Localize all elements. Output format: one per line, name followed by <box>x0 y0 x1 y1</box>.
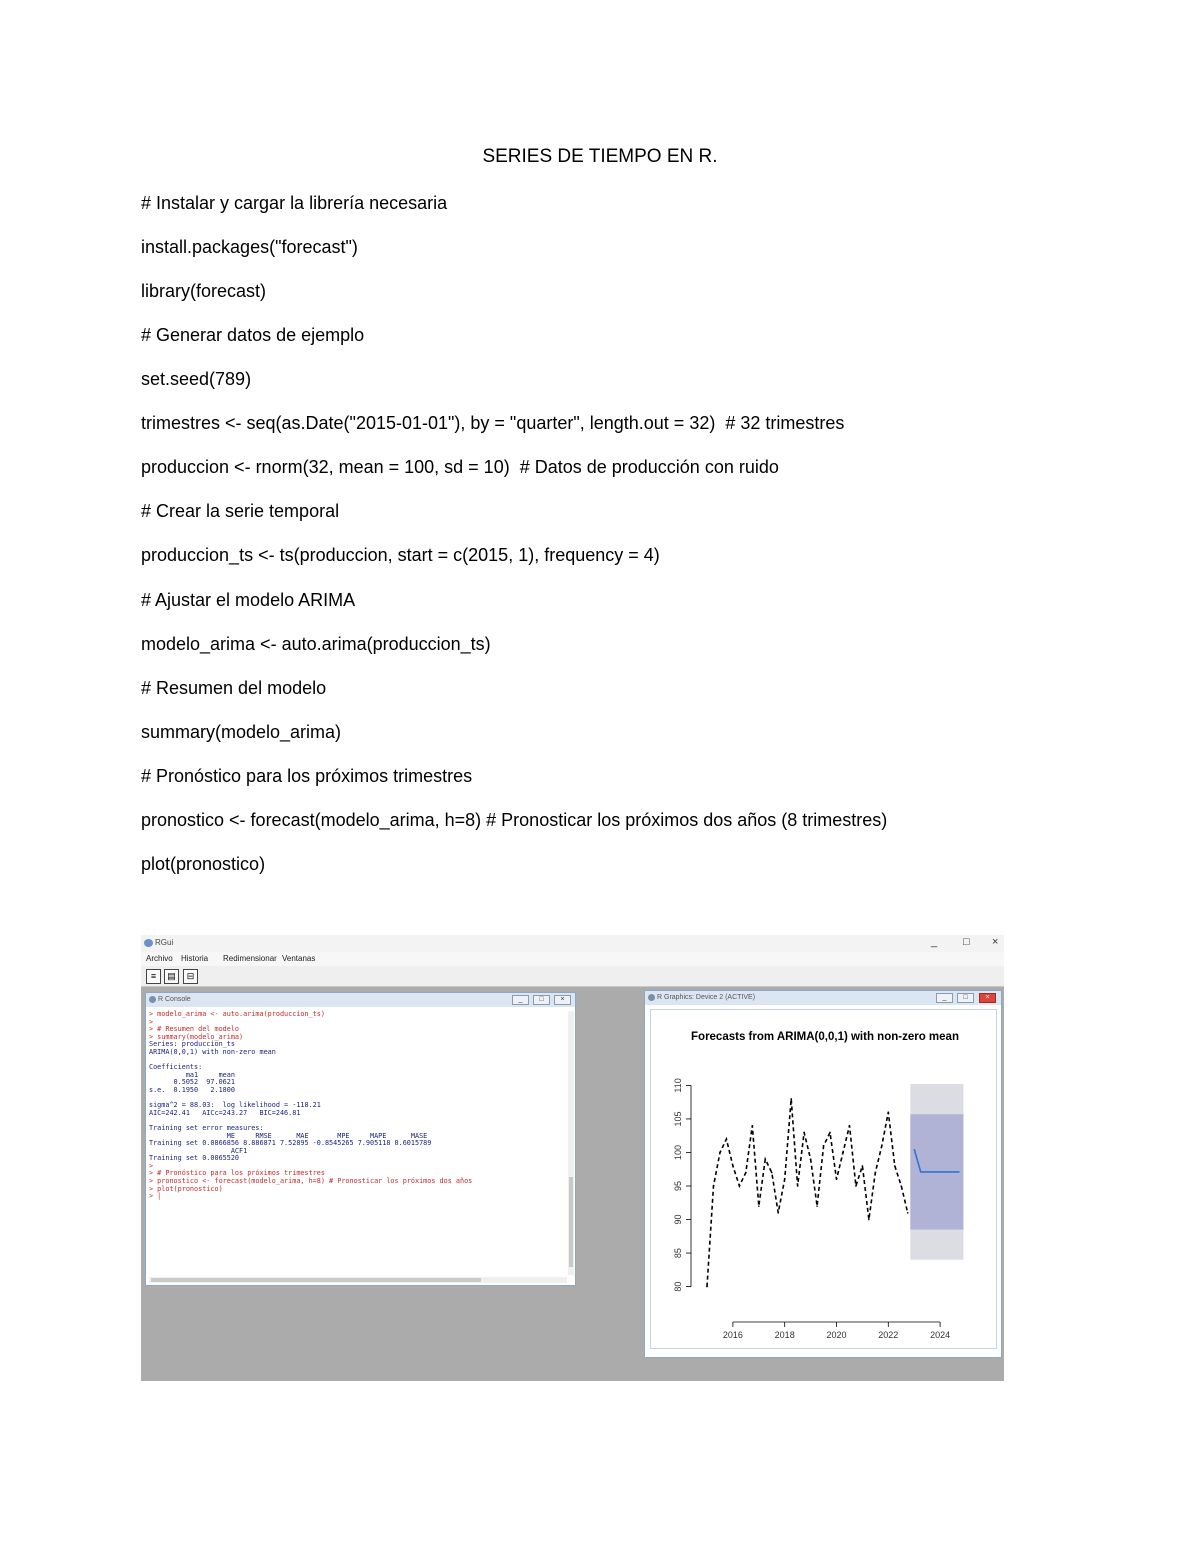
minimize-icon[interactable]: _ <box>931 936 938 948</box>
document-line: summary(modelo_arima) <box>141 722 342 742</box>
console-window[interactable] <box>145 992 576 1286</box>
console-line: > modelo_arima <- auto.arima(produccion_ts) <box>149 1010 325 1018</box>
observed-point <box>855 1185 857 1187</box>
observed-point <box>849 1125 851 1127</box>
observed-point <box>907 1212 909 1214</box>
observed-point <box>739 1185 741 1187</box>
document-line: # Crear la serie temporal <box>141 501 340 521</box>
console-line: AIC=242.41 AICc=243.27 BIC=246.81 <box>149 1108 301 1117</box>
console-line: s.e. 0.1950 2.1800 <box>149 1085 235 1094</box>
console-line: Coefficients: <box>149 1063 203 1072</box>
console-line: > | <box>149 1192 162 1201</box>
document-line: # Resumen del modelo <box>141 678 327 698</box>
console-line: Series: produccion_ts <box>149 1040 235 1049</box>
y-tick-label: 100 <box>673 1144 683 1160</box>
close-icon[interactable]: × <box>992 936 999 948</box>
document-line: # Pronóstico para los próximos trimestres <box>141 766 473 786</box>
graphics-icon <box>648 994 655 1001</box>
plot-area <box>650 1009 997 1349</box>
x-tick-label: 2020 <box>826 1330 847 1340</box>
document-line: library(forecast) <box>141 281 267 301</box>
menu-ventanas[interactable]: Ventanas <box>282 954 316 963</box>
document-line: # Generar datos de ejemplo <box>141 325 365 345</box>
observed-point <box>777 1212 779 1214</box>
console-line: Training set 0.0866856 8.886871 7.52895 -0.8545265 7.905118 0.6015789 <box>149 1139 432 1148</box>
document-line: # Instalar y cargar la librería necesaria <box>141 193 448 213</box>
observed-point <box>836 1178 838 1180</box>
y-tick-label: 105 <box>673 1111 683 1127</box>
rgui-titlebar <box>141 935 1004 952</box>
observed-point <box>829 1132 831 1134</box>
menu-historia[interactable]: Historia <box>181 954 209 963</box>
observed-point <box>732 1165 734 1167</box>
x-tick-label: 2022 <box>878 1330 899 1340</box>
graphics-titlebar <box>645 991 1001 1005</box>
observed-point <box>894 1165 896 1167</box>
console-vertical-scrollbar[interactable] <box>568 1011 574 1275</box>
forecast-chart <box>651 1010 998 1350</box>
chart-title: Forecasts from ARIMA(0,0,1) with non-zero mean <box>691 1031 959 1043</box>
y-tick-label: 85 <box>673 1248 683 1259</box>
console-line: > <box>149 1017 154 1026</box>
y-tick-label: 95 <box>673 1180 683 1192</box>
save-icon[interactable]: ▤ <box>164 969 179 984</box>
rgui-screenshot <box>141 935 1004 1381</box>
copy-icon[interactable]: ⊟ <box>183 969 198 984</box>
console-line: ME RMSE MAE MPE MAPE MASE <box>149 1131 428 1140</box>
series-observed-line <box>707 1099 908 1287</box>
observed-point <box>764 1158 766 1160</box>
observed-point <box>823 1145 825 1147</box>
document-title: SERIES DE TIEMPO EN R. <box>482 146 718 167</box>
console-line <box>149 1057 567 1065</box>
document-line: trimestres <- seq(as.Date("2015-01-01"), by = "quarter", length.out = 32) # 32 trimestres <box>141 413 845 433</box>
document-line: produccion_ts <- ts(produccion, start = c(2015, 1), frequency = 4) <box>141 545 660 565</box>
console-line: > # Pronóstico para los próximos trimestres <box>149 1169 325 1178</box>
observed-point <box>745 1172 747 1174</box>
x-tick-label: 2018 <box>774 1330 795 1340</box>
console-minimize-button[interactable]: _ <box>512 995 529 1005</box>
document-line: set.seed(789) <box>141 369 252 389</box>
document-line: plot(pronostico) <box>141 854 266 874</box>
observed-point <box>758 1205 760 1207</box>
open-script-icon[interactable]: ≡ <box>146 969 161 984</box>
y-tick-label: 110 <box>673 1078 683 1093</box>
console-line: > pronostico <- forecast(modelo_arima, h=8) # Pronosticar los próximos dos años <box>149 1177 473 1186</box>
y-tick-label: 80 <box>673 1281 683 1292</box>
console-line: ARIMA(0,0,1) with non-zero mean <box>149 1047 276 1056</box>
observed-point <box>816 1205 818 1207</box>
menu-redimensionar[interactable]: Redimensionar <box>223 954 277 963</box>
console-maximize-button[interactable]: □ <box>533 995 550 1005</box>
graphics-title: R Graphics: Device 2 (ACTIVE) <box>657 994 756 1001</box>
r-logo-icon <box>144 939 153 947</box>
y-tick-label: 90 <box>673 1214 683 1225</box>
x-tick-label: 2024 <box>930 1330 951 1340</box>
console-line: > summary(modelo_arima) <box>149 1032 244 1041</box>
graphics-maximize-button[interactable]: □ <box>957 993 974 1003</box>
console-line: sigma^2 = 88.03: log likelihood = -118.21 <box>149 1101 321 1110</box>
maximize-icon[interactable]: □ <box>963 936 970 948</box>
observed-point <box>881 1145 883 1147</box>
console-line: > plot(pronostico) <box>149 1184 223 1193</box>
console-title: R Console <box>158 996 191 1003</box>
observed-point <box>784 1178 786 1180</box>
observed-point <box>726 1138 728 1140</box>
console-line: 0.5052 97.0621 <box>149 1078 235 1087</box>
observed-point <box>888 1111 890 1113</box>
x-tick-label: 2016 <box>722 1330 743 1340</box>
observed-point <box>868 1219 870 1221</box>
graphics-close-button[interactable]: × <box>979 993 996 1003</box>
menu-archivo[interactable]: Archivo <box>146 954 173 963</box>
observed-point <box>900 1185 902 1187</box>
document-line: modelo_arima <- auto.arima(produccion_ts) <box>141 634 491 654</box>
console-line: ACF1 <box>149 1146 248 1155</box>
observed-point <box>790 1098 792 1100</box>
console-close-button[interactable]: × <box>554 995 571 1005</box>
observed-point <box>842 1152 844 1154</box>
observed-point <box>803 1132 805 1134</box>
console-line: > <box>149 1161 154 1170</box>
observed-point <box>771 1172 773 1174</box>
observed-point <box>706 1286 708 1288</box>
observed-point <box>797 1185 799 1187</box>
observed-point <box>713 1185 715 1187</box>
console-line: ma1 mean <box>149 1070 235 1079</box>
document-line: produccion <- rnorm(32, mean = 100, sd = 10) # Datos de producción con ruido <box>141 457 779 477</box>
rgui-title: RGui <box>155 938 174 947</box>
console-horizontal-scrollbar[interactable] <box>149 1277 567 1283</box>
console-line: Training set 0.0065520 <box>149 1154 240 1163</box>
graphics-window[interactable] <box>644 990 1002 1358</box>
console-line: > # Resumen del modelo <box>149 1025 240 1034</box>
observed-point <box>810 1158 812 1160</box>
document-line: install.packages("forecast") <box>141 237 358 257</box>
console-icon <box>149 996 156 1003</box>
console-line: Training set error measures: <box>149 1123 264 1132</box>
console-titlebar <box>146 993 575 1007</box>
rgui-menubar <box>141 952 1004 966</box>
observed-point <box>719 1152 721 1154</box>
observed-point <box>752 1125 754 1127</box>
document-line: pronostico <- forecast(modelo_arima, h=8) # Pronosticar los próximos dos años (8 trimestres) <box>141 810 888 830</box>
document-line: # Ajustar el modelo ARIMA <box>141 590 356 610</box>
graphics-minimize-button[interactable]: _ <box>936 993 953 1003</box>
observed-point <box>862 1165 864 1167</box>
observed-point <box>875 1172 877 1174</box>
rgui-toolbar <box>141 966 1004 987</box>
console-output[interactable] <box>149 1011 567 1275</box>
